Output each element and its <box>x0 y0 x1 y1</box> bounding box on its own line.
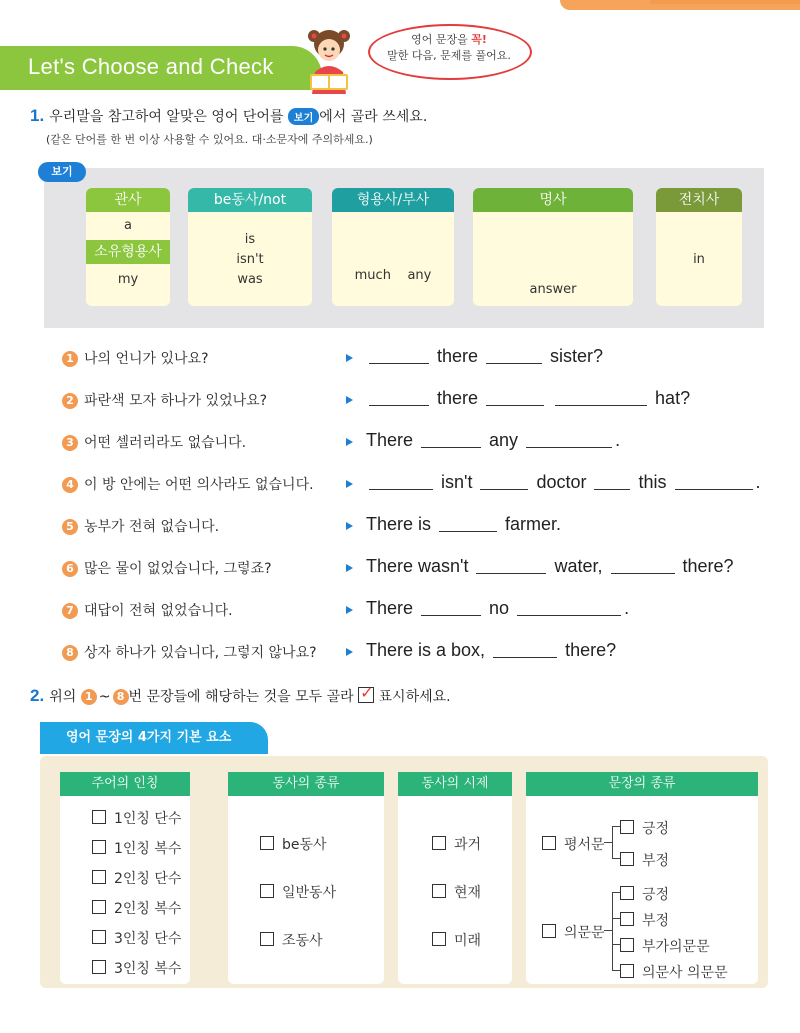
bracket-line <box>604 930 612 931</box>
boggi-tag: 보기 <box>288 108 319 125</box>
checkbox[interactable] <box>620 852 634 866</box>
bracket-line <box>612 826 620 827</box>
option-interrogative-positive[interactable] <box>620 884 669 904</box>
checkbox[interactable] <box>620 938 634 952</box>
card-adjective-header: 형용사/부사 <box>332 188 454 212</box>
sentence-5-korean <box>62 516 219 536</box>
bracket-line <box>604 842 612 843</box>
card-be-verb-word: was <box>237 272 263 287</box>
option-label: 부정 <box>642 913 670 929</box>
checkbox[interactable] <box>432 932 446 946</box>
sentence-2-english <box>366 388 690 409</box>
answer-blank[interactable] <box>369 391 429 406</box>
checkbox[interactable] <box>432 884 446 898</box>
sentence-text <box>547 388 552 408</box>
bubble-line2: 말한 다음, 문제를 풀어요. <box>387 49 511 62</box>
sentence-text: There is a box, <box>366 640 491 660</box>
arrow-icon <box>346 396 353 404</box>
sentence-number: 4 <box>62 477 78 493</box>
sentence-korean-text: 이 방 안에는 어떤 의사라도 없습니다. <box>84 477 314 493</box>
sentence-text: any <box>484 430 524 450</box>
answer-blank[interactable] <box>555 391 647 406</box>
sentence-1-korean <box>62 348 209 368</box>
sentence-6-english <box>366 556 734 577</box>
card-article-header: 관사 <box>86 188 170 212</box>
answer-blank[interactable] <box>369 349 429 364</box>
sentence-korean-text: 많은 물이 없었습니다, 그렇죠? <box>84 561 272 577</box>
sentence-text: this <box>633 472 672 492</box>
card-adjective-word: much any <box>354 268 432 283</box>
sentence-text: There <box>366 430 419 450</box>
arrow-icon <box>346 522 353 530</box>
sentence-4-korean <box>62 474 314 494</box>
answer-blank[interactable] <box>369 475 433 490</box>
option-label: 긍정 <box>642 887 670 903</box>
column-tense-header: 동사의 시제 <box>398 772 512 796</box>
card-be-verb <box>188 188 312 306</box>
option-label: 3인칭 복수 <box>114 961 182 977</box>
option-label: 2인칭 복수 <box>114 901 182 917</box>
girl-reading-illustration <box>300 24 358 100</box>
card-possessive-header: 소유형용사 <box>86 240 170 264</box>
sentence-number: 6 <box>62 561 78 577</box>
option-label: 의문문 <box>564 925 605 941</box>
answer-blank[interactable] <box>421 601 481 616</box>
checkbox[interactable] <box>260 836 274 850</box>
answer-blank[interactable] <box>517 601 621 616</box>
column-sentence-type-header: 문장의 종류 <box>526 772 758 796</box>
checkbox[interactable] <box>542 836 556 850</box>
checkbox[interactable] <box>432 836 446 850</box>
word-bank-label: 보기 <box>38 162 86 182</box>
question-1-text-pre: 우리말을 참고하여 알맞은 영어 단어를 <box>49 109 288 125</box>
top-decoration-stripe <box>650 0 800 4</box>
speech-bubble-text <box>376 32 522 64</box>
checkbox[interactable] <box>92 960 106 974</box>
option-label: 과거 <box>454 837 482 853</box>
card-preposition-word: in <box>693 252 705 267</box>
sentence-7-english <box>366 598 629 619</box>
option-declarative-positive[interactable] <box>620 818 669 838</box>
card-adjective-adverb <box>332 188 454 306</box>
checkbox[interactable] <box>92 810 106 824</box>
sentence-text: water, <box>549 556 608 576</box>
question-2-text-post: 표시하세요. <box>374 689 451 705</box>
option-label: be동사 <box>282 837 327 853</box>
option-label: 현재 <box>454 885 482 901</box>
option-label: 1인칭 복수 <box>114 841 182 857</box>
checkbox[interactable] <box>92 870 106 884</box>
bracket-line <box>612 858 620 859</box>
column-verb-type-header: 동사의 종류 <box>228 772 384 796</box>
option-person-2s[interactable] <box>92 868 181 888</box>
answer-blank[interactable] <box>493 643 557 658</box>
sentence-korean-text: 상자 하나가 있습니다, 그렇지 않나요? <box>84 645 317 661</box>
sentence-8-english <box>366 640 616 661</box>
option-declarative[interactable] <box>542 834 605 854</box>
arrow-icon <box>346 480 353 488</box>
sentence-number: 1 <box>62 351 78 367</box>
arrow-icon <box>346 648 353 656</box>
option-person-1p[interactable] <box>92 838 181 858</box>
arrow-icon <box>346 606 353 614</box>
bracket-line <box>612 892 613 970</box>
range-start-number: 1 <box>81 689 97 705</box>
option-label: 조동사 <box>282 933 323 949</box>
option-label: 긍정 <box>642 821 670 837</box>
card-noun-word: answer <box>529 282 577 297</box>
sentence-2-korean <box>62 390 267 410</box>
option-interrogative-negative[interactable] <box>620 910 669 930</box>
card-be-verb-word: isn't <box>236 252 264 267</box>
bracket-line <box>612 892 620 893</box>
option-label: 미래 <box>454 933 482 949</box>
option-wh-question[interactable] <box>620 962 728 982</box>
checkbox[interactable] <box>620 964 634 978</box>
bracket-line <box>612 918 620 919</box>
sentence-number: 3 <box>62 435 78 451</box>
answer-blank[interactable] <box>675 475 753 490</box>
card-be-verb-header: be동사/not <box>188 188 312 212</box>
card-preposition-header: 전치사 <box>656 188 742 212</box>
card-possessive-word: my <box>117 272 139 287</box>
sentence-text: There <box>366 598 419 618</box>
answer-blank[interactable] <box>594 475 630 490</box>
option-person-3p[interactable] <box>92 958 181 978</box>
sentence-text: . <box>624 598 630 618</box>
arrow-icon <box>346 354 353 362</box>
checkbox[interactable] <box>92 900 106 914</box>
answer-blank[interactable] <box>480 475 528 490</box>
checkbox[interactable] <box>542 924 556 938</box>
sentence-text: there? <box>677 556 734 576</box>
option-label: 평서문 <box>564 837 605 853</box>
option-label: 2인칭 단수 <box>114 871 182 887</box>
option-tense-future[interactable] <box>432 930 481 950</box>
sentence-7-korean <box>62 600 233 620</box>
question-1-text-post: 에서 골라 쓰세요. <box>319 109 428 125</box>
option-person-3s[interactable] <box>92 928 181 948</box>
card-noun-header: 명사 <box>473 188 633 212</box>
sentence-text: doctor <box>531 472 592 492</box>
option-tense-past[interactable] <box>432 834 481 854</box>
card-article <box>86 188 170 306</box>
answer-blank[interactable] <box>421 433 481 448</box>
question-2-text-mid: 번 문장들에 해당하는 것을 모두 골라 <box>128 689 359 705</box>
sentence-3-english <box>366 430 620 451</box>
question-2-number: 2. <box>30 686 45 705</box>
option-verb-general[interactable] <box>260 882 336 902</box>
bracket-line <box>612 826 613 858</box>
option-label: 부가의문문 <box>642 939 710 955</box>
card-article-word: a <box>124 218 132 233</box>
option-interrogative[interactable] <box>542 922 605 942</box>
sentence-6-korean <box>62 558 272 578</box>
arrow-icon <box>346 564 353 572</box>
sentence-3-korean <box>62 432 246 452</box>
checkbox-icon <box>358 683 374 703</box>
column-verb-type <box>228 772 384 984</box>
card-noun <box>473 188 633 306</box>
checkbox[interactable] <box>260 932 274 946</box>
bracket-line <box>612 970 620 971</box>
card-preposition <box>656 188 742 306</box>
sentence-text: There wasn't <box>366 556 474 576</box>
checkmark-icon: ✓ <box>360 683 374 702</box>
section-title: Let's Choose and Check <box>28 54 274 79</box>
bubble-highlight: 꼭! <box>471 33 487 46</box>
sentence-text: farmer. <box>500 514 562 534</box>
sentence-korean-text: 나의 언니가 있나요? <box>84 351 209 367</box>
sentence-number: 2 <box>62 393 78 409</box>
answer-blank[interactable] <box>476 559 546 574</box>
checkbox[interactable] <box>92 930 106 944</box>
sentence-8-korean <box>62 642 317 662</box>
checkbox[interactable] <box>260 884 274 898</box>
card-be-verb-word: is <box>244 232 256 247</box>
sentence-text: There is <box>366 514 437 534</box>
checkbox[interactable] <box>92 840 106 854</box>
sentence-5-english <box>366 514 561 535</box>
sentence-text: . <box>755 472 761 492</box>
sentence-text: there? <box>560 640 617 660</box>
sentence-text: . <box>615 430 621 450</box>
sentence-text: no <box>484 598 515 618</box>
option-label: 3인칭 단수 <box>114 931 182 947</box>
bracket-line <box>612 944 620 945</box>
sentence-text: isn't <box>436 472 478 492</box>
checkbox[interactable] <box>620 820 634 834</box>
option-label: 1인칭 단수 <box>114 811 182 827</box>
sentence-text: hat? <box>650 388 691 408</box>
option-verb-be[interactable] <box>260 834 327 854</box>
sentence-text: there <box>432 388 484 408</box>
question-1-instruction <box>30 106 427 126</box>
sentence-1-english <box>366 346 603 367</box>
option-person-1s[interactable] <box>92 808 181 828</box>
column-tense <box>398 772 512 984</box>
answer-blank[interactable] <box>439 517 497 532</box>
checkbox[interactable] <box>620 886 634 900</box>
option-verb-auxiliary[interactable] <box>260 930 323 950</box>
sentence-korean-text: 농부가 전혀 없습니다. <box>84 519 220 535</box>
column-subject-person-header: 주어의 인칭 <box>60 772 190 796</box>
option-label: 부정 <box>642 853 670 869</box>
sentence-number: 7 <box>62 603 78 619</box>
question-2-text-pre: 위의 <box>49 689 81 705</box>
range-end-number: 8 <box>113 689 129 705</box>
sentence-elements-tab: 영어 문장의 4가지 기본 요소 <box>40 722 268 754</box>
answer-blank[interactable] <box>486 391 544 406</box>
sentence-korean-text: 대답이 전혀 없었습니다. <box>84 603 233 619</box>
answer-blank[interactable] <box>486 349 542 364</box>
question-1-note: (같은 단어를 한 번 이상 사용할 수 있어요. 대·소문자에 주의하세요.) <box>46 133 373 146</box>
checkbox[interactable] <box>620 912 634 926</box>
option-declarative-negative[interactable] <box>620 850 669 870</box>
answer-blank[interactable] <box>611 559 675 574</box>
sentence-korean-text: 파란색 모자 하나가 있었나요? <box>84 393 268 409</box>
option-tense-present[interactable] <box>432 882 481 902</box>
range-separator: ~ <box>98 689 111 705</box>
sentence-korean-text: 어떤 셀러리라도 없습니다. <box>84 435 247 451</box>
question-1-number: 1. <box>30 106 45 125</box>
option-label: 일반동사 <box>282 885 337 901</box>
answer-blank[interactable] <box>526 433 612 448</box>
bubble-line1: 영어 문장을 <box>411 33 472 46</box>
sentence-4-english <box>366 472 761 493</box>
sentence-number: 5 <box>62 519 78 535</box>
question-2-instruction <box>30 683 451 706</box>
option-person-2p[interactable] <box>92 898 181 918</box>
sentence-number: 8 <box>62 645 78 661</box>
option-label: 의문사 의문문 <box>642 965 728 981</box>
sentence-text: there <box>432 346 484 366</box>
arrow-icon <box>346 438 353 446</box>
option-tag-question[interactable] <box>620 936 710 956</box>
sentence-text: sister? <box>545 346 604 366</box>
